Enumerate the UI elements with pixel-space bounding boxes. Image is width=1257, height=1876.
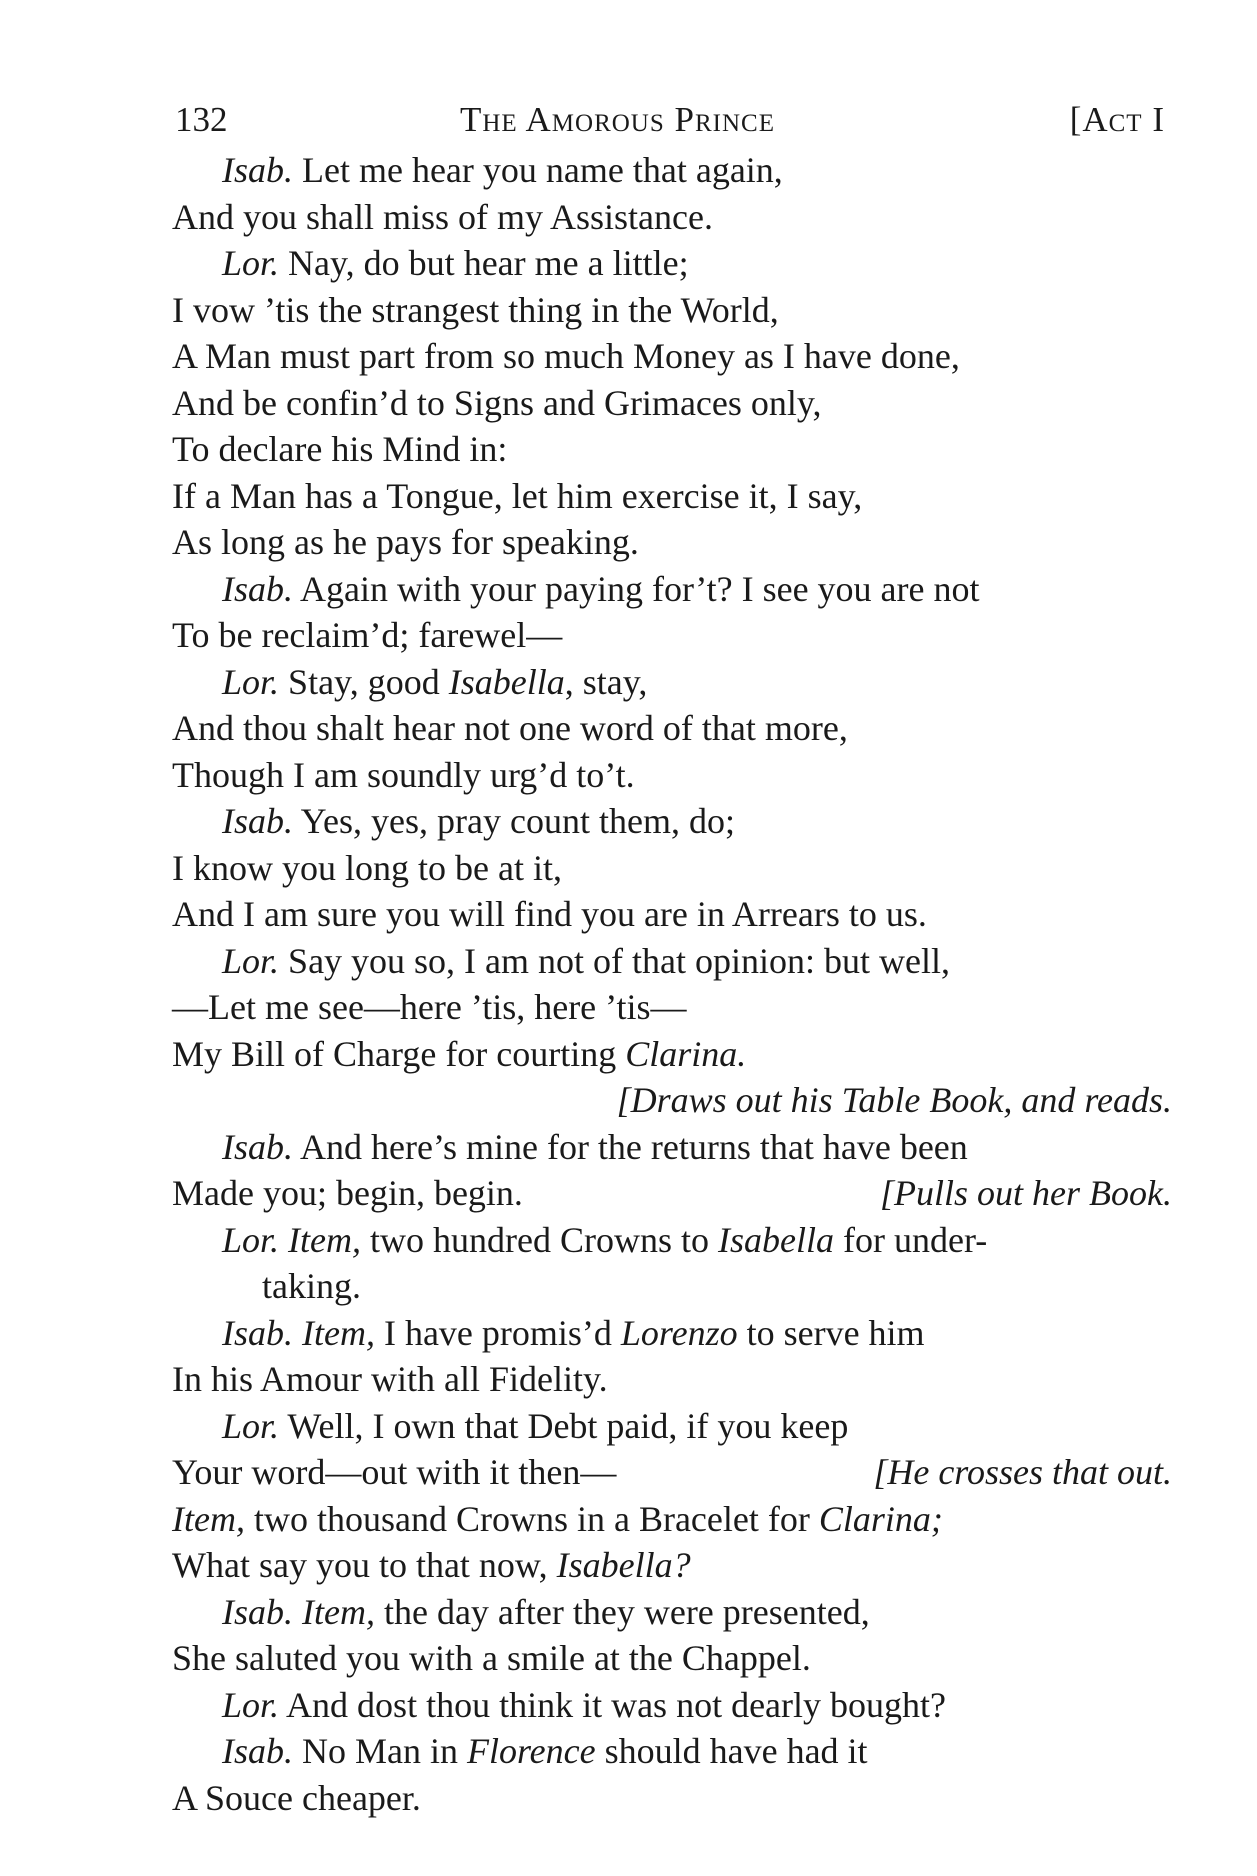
speaker-name: Lor. (222, 243, 280, 283)
dialogue-text: I vow ’tis the strangest thing in the World, (172, 289, 779, 330)
speaker-name: Isab. (222, 801, 293, 841)
speaker-name: Isab. (222, 1126, 293, 1167)
verse-line (172, 1403, 1172, 1450)
dialogue-text: Made you; begin, begin. (172, 1173, 523, 1213)
stage-direction: [Draws out his Table Book, and reads. (616, 1080, 1172, 1120)
dialogue-text: In his Amour with all Fidelity. (172, 1359, 608, 1399)
dialogue-text: for under- (833, 1219, 988, 1260)
character-name: Isabella (718, 1219, 834, 1260)
dialogue-text: Your word—out with it then— (172, 1452, 617, 1492)
dialogue-text: If a Man has a Tongue, let him exercise it, I say, (172, 475, 863, 516)
character-name: Clarina. (625, 1033, 747, 1074)
verse-line (172, 194, 1172, 241)
dialogue-text: Again with your paying for’t? I see you are not (293, 568, 980, 609)
verse-line (172, 240, 1172, 287)
item-word: Item, (279, 1219, 362, 1260)
play-text (172, 147, 1172, 1821)
character-name: Lorenzo (620, 1312, 738, 1353)
speaker-name: Isab. (222, 1312, 293, 1353)
verse-line (172, 984, 1172, 1031)
dialogue-text: What say you to that now, (172, 1545, 557, 1585)
dialogue-text: Yes, yes, pray count them, do; (293, 801, 735, 841)
speaker-name: Isab. (222, 1731, 293, 1771)
dialogue-text: As long as he pays for speaking. (172, 522, 639, 562)
verse-line (172, 1775, 1172, 1822)
dialogue-text: Say you so, I am not of that opinion: but well, (279, 940, 950, 981)
dialogue-text: And here’s mine for the returns that have been (293, 1126, 968, 1167)
dialogue-text: two hundred Crowns to (361, 1219, 718, 1260)
dialogue-text: Let me hear you name that again, (293, 150, 783, 190)
verse-line (172, 1124, 1172, 1171)
stage-direction: [He crosses that out. (873, 1452, 1172, 1492)
verse-line (172, 1728, 1172, 1775)
dialogue-text: And be confin’d to Signs and Grimaces only, (172, 382, 822, 423)
speaker-name: Isab. (222, 568, 293, 609)
dialogue-text: Nay, do but hear me a little; (279, 243, 689, 283)
dialogue-text: A Man must part from so much Money as I have done, (172, 336, 960, 376)
dialogue-text: the day after they were presented, (374, 1591, 870, 1632)
verse-line (172, 752, 1172, 799)
item-word: Item, (293, 1591, 375, 1632)
verse-line (172, 612, 1172, 659)
dialogue-text: should have had it (595, 1731, 868, 1771)
verse-line (172, 1356, 1172, 1403)
verse-line (172, 938, 1172, 985)
verse-line (172, 333, 1172, 380)
verse-line (172, 891, 1172, 938)
running-title: The Amorous Prince (460, 100, 775, 139)
place-name: Florence (467, 1731, 596, 1771)
dialogue-text: To be reclaim’d; farewel— (172, 615, 563, 655)
verse-line (172, 287, 1172, 334)
dialogue-text: A Souce cheaper. (172, 1777, 421, 1818)
verse-line (172, 1542, 1172, 1589)
dialogue-text: I have promis’d (374, 1312, 621, 1353)
verse-line (172, 1263, 1172, 1310)
verse-line (172, 845, 1172, 892)
speaker-name: Lor. (222, 940, 280, 981)
dialogue-text: And you shall miss of my Assistance. (172, 196, 713, 237)
verse-line (172, 426, 1172, 473)
dialogue-text: taking. (262, 1266, 361, 1306)
dialogue-text: My Bill of Charge for courting (172, 1033, 626, 1074)
dialogue-text: Well, I own that Debt paid, if you keep (279, 1405, 849, 1446)
verse-line (172, 1031, 1172, 1078)
verse-line (172, 1310, 1172, 1357)
dialogue-text: To declare his Mind in: (172, 429, 508, 469)
item-word: Item, (293, 1312, 375, 1353)
speaker-name: Lor. (222, 1219, 280, 1260)
character-name: Isabella (448, 661, 565, 702)
dialogue-text: She saluted you with a smile at the Chappel. (172, 1638, 811, 1678)
verse-line (172, 1217, 1172, 1264)
verse-line (172, 1496, 1172, 1543)
dialogue-text: Stay, good (279, 661, 449, 702)
verse-line (172, 519, 1172, 566)
item-word: Item, (172, 1498, 245, 1539)
verse-line (172, 1077, 1172, 1124)
stage-direction: [Pulls out her Book. (880, 1173, 1172, 1213)
character-name: Isabella? (556, 1545, 691, 1585)
dialogue-text: And I am sure you will find you are in Arrears to us. (172, 894, 927, 934)
character-name: Clarina; (818, 1498, 943, 1539)
verse-line (172, 1635, 1172, 1682)
dialogue-text: And thou shalt hear not one word of that more, (172, 708, 848, 748)
speaker-name: Lor. (222, 661, 280, 702)
page-number: 132 (175, 100, 228, 139)
verse-line (172, 380, 1172, 427)
dialogue-text: And dost thou think it was not dearly bought? (279, 1684, 946, 1725)
verse-line (172, 1170, 1172, 1217)
verse-line (172, 798, 1172, 845)
speaker-name: Lor. (222, 1405, 280, 1446)
act-label: [Act I (1069, 100, 1165, 139)
verse-line (172, 705, 1172, 752)
speaker-name: Isab. (222, 1591, 293, 1632)
dialogue-text: two thousand Crowns in a Bracelet for (244, 1498, 819, 1539)
dialogue-text: I know you long to be at it, (172, 847, 562, 888)
verse-line (172, 473, 1172, 520)
dialogue-text: No Man in (293, 1731, 467, 1771)
dialogue-text: —Let me see—here ’tis, here ’tis— (172, 987, 687, 1027)
verse-line (172, 1589, 1172, 1636)
verse-line (172, 1682, 1172, 1729)
speaker-name: Isab. (222, 150, 293, 190)
verse-line (172, 566, 1172, 613)
dialogue-text: Though I am soundly urg’d to’t. (172, 754, 635, 795)
dialogue-text: to serve him (737, 1312, 925, 1353)
dialogue-text: , stay, (564, 661, 648, 702)
running-header (175, 95, 1165, 145)
speaker-name: Lor. (222, 1684, 280, 1725)
verse-line (172, 659, 1172, 706)
verse-line (172, 147, 1172, 194)
verse-line (172, 1449, 1172, 1496)
